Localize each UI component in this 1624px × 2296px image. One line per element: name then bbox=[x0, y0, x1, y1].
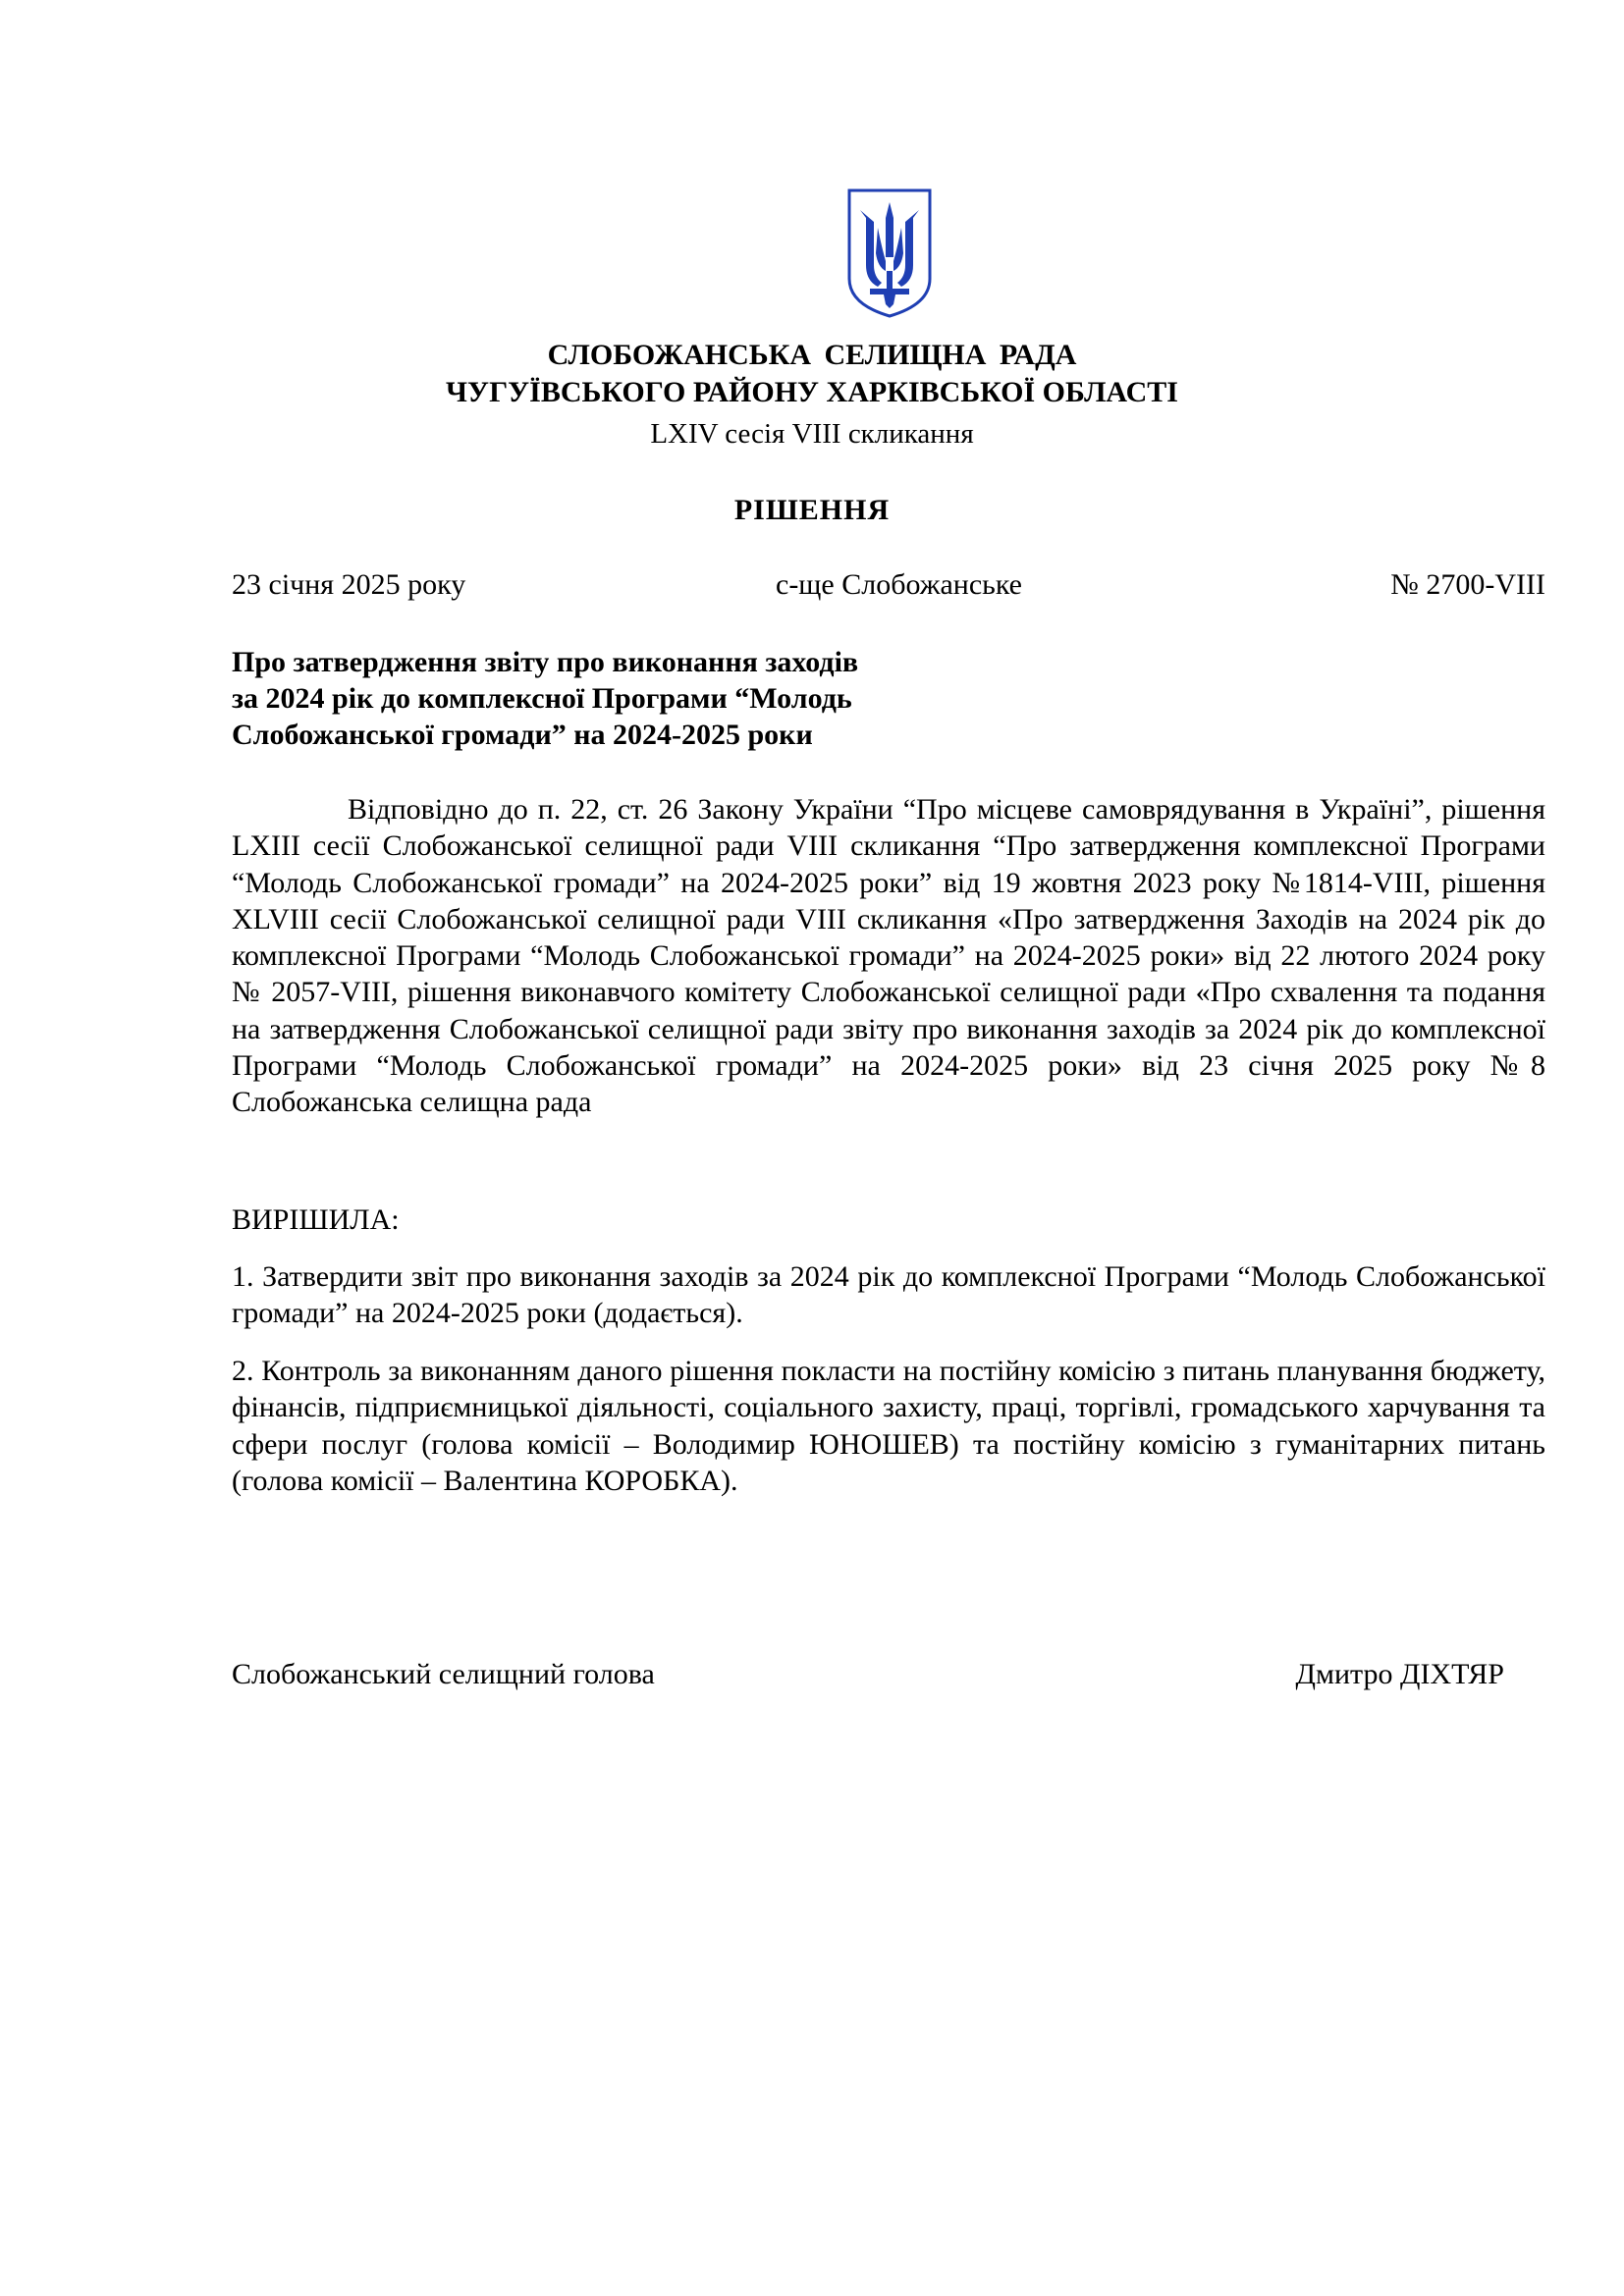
decision-item-1: 1. Затвердити звіт про виконання заходів за 2024 рік до комплексної Програми “Молодь Слобожанської громади” на 2024-2025 роки (додається). bbox=[232, 1260, 1545, 1330]
document-place: с-ще Слобожанське bbox=[776, 568, 1022, 601]
resolved-label: ВИРІШИЛА: bbox=[232, 1203, 400, 1236]
council-name: СЛОБОЖАНСЬКА СЕЛИЩНА РАДА bbox=[547, 339, 1077, 371]
subject-line: за 2024 рік до комплексної Програми “Молодь bbox=[232, 682, 852, 715]
ukraine-trident-emblem-icon bbox=[846, 188, 933, 318]
document-meta-row bbox=[232, 567, 1545, 607]
document-subject bbox=[232, 644, 978, 753]
subject-line: Про затвердження звіту про виконання заходів bbox=[232, 646, 859, 678]
district-name: ЧУГУЇВСЬКОГО РАЙОНУ ХАРКІВСЬКОЇ ОБЛАСТІ bbox=[446, 376, 1178, 408]
signatory-title: Слобожанський селищний голова bbox=[232, 1658, 655, 1690]
subject-line: Слобожанської громади” на 2024-2025 роки bbox=[232, 719, 813, 751]
preamble-paragraph: Відповідно до п. 22, ст. 26 Закону України “Про місцеве самоврядування в Україні”, рішення LXIII сесії Слобожанської селищної ради VIII скликання “Про затвердження комплексної Програми “Молодь Слобожанської громади” на 2024-2025 роки” від 19 жовтня 2023 року №1814-VIII, рішення XLVIII сесії Слобожанської селищної ради VIII скликання «Про затвердження Заходів на 2024 рік до комплексної Програми “Молодь Слобожанської громади” на 2024-2025 роки» від 22 лютого 2024 року № 2057-VIII, рішення виконавчого комітету Слобожанської селищної ради «Про схвалення та подання на затвердження Слобожанської селищної ради звіту про виконання заходів за 2024 рік до комплексної Програми “Молодь Слобожанської громади” на 2024-2025 роки» від 23 січня 2025 року №8 Слобожанська селищна рада bbox=[232, 793, 1545, 1119]
signatory-name: Дмитро ДІХТЯР bbox=[1295, 1658, 1504, 1690]
signature-block bbox=[232, 1657, 1504, 1696]
decision-item-2: 2. Контроль за виконанням даного рішення покласти на постійну комісію з питань планування бюджету, фінансів, підприємницької діяльності, соціального захисту, праці, торгівлі, громадського харчування та сфери послуг (голова комісії – Володимир ЮНОШЕВ) та постійну комісію з гуманітарних питань (голова комісії – Валентина КОРОБКА). bbox=[232, 1355, 1545, 1497]
document-number: № 2700-VIII bbox=[1390, 568, 1545, 601]
session-info: LXIV сесія VIII скликання bbox=[650, 418, 974, 450]
document-date: 23 січня 2025 року bbox=[232, 568, 466, 601]
document-type-title: РІШЕННЯ bbox=[733, 494, 891, 526]
